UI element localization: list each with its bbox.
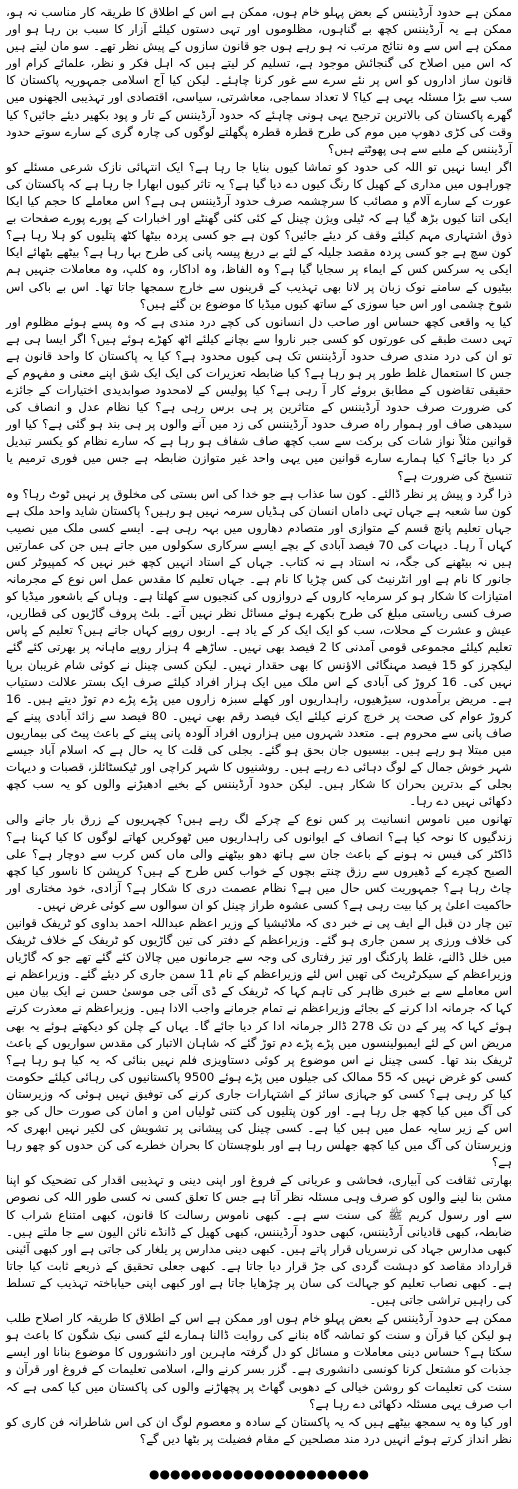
article-paragraph-1: ممکن ہے حدود آرڈیننس کے بعض پہلو خام ہوں، ممکن ہے اس کے اطلاق کا طریقہ کار مناسب نہ ہو، ممکن ہے یہ آرڈیننس کچھ بے گناہوں، مظلوموں اور تہی دستوں کیلئے آزار کا سبب بن رہا ہو اور ممکن ہے اس سے وہ نتائج مرتب نہ ہو رہے ہوں جو قانون سازوں کے پیش نظر تھے۔ سو مان لیتے ہیں کہ اس میں اصلاح کی گنجائش موجود ہے، تسلیم کر لیتے ہیں کہ اہل فکر و نظر، علمائے کرام اور قانون ساز اداروں کو اس پر نئے سرے سے غور کرنا چاہئے۔ لیکن کیا آج اسلامی جمہوریہ پاکستان کا سب سے بڑا مسئلہ یہی ہے کیا؟ لا تعداد سماجی، معاشرتی، سیاسی، اقتصادی اور تہذیبی الجھنوں میں گھرے پاکستان کی بالاترین ترجیح یہی ہونی چاہئے کہ حدود آرڈیننس کے تار و پود بکھیر دیئے جائیں؟ کیا وقت کی کڑی دھوپ میں موم کی طرح قطرہ قطرہ پگھلتے لوگوں کی چارہ گری کے سارے سوتے حدود آرڈیننس کے ملبے سے ہی پھوٹتے ہیں؟ [6, 5, 512, 156]
article-paragraph-9: اور کیا وہ یہ سمجھ بیٹھے ہیں کہ یہ پاکستان کے سادہ و معصوم لوگ ان کی اس شاطرانہ فن کاری کو نظر انداز کرتے ہوئے انہیں درد مند مصلحین کے مقام فضیلت پر بٹھا دیں گے؟ [6, 1414, 512, 1446]
article-paragraph-8: ممکن ہے حدود آرڈیننس کے بعض پہلو خام ہوں اور ممکن ہے اس کے اطلاق کا طریقہ کار اصلاح طلب ہو لیکن کیا قرآن و سنت کو تماشہ گاہ بنانے کی روایت ڈالنا ہمارے لئے کسی نیک شگون کا باعث ہو سکتا ہے؟ حساس دینی معاملات و مسائل کو دل گرفتہ ماہرین اور دانشوروں کا موضوع بنانا اور ایسے جذبات کو مشتعل کرنا کونسی دانشوری ہے۔ گزر بسر کرنے والے، اسلامی تعلیمات کے فروغ اور قرآن و سنت کی تعلیمات کو روشن خیالی کے دھوبی گھاٹ پر پچھاڑنے والوں کی پاکستان میں کیا کمی ہے کہ اب صرف یہی مسئلہ دکھائی دے رہا ہے؟ [6, 1311, 512, 1411]
article-paragraph-3: کیا یہ واقعی کچھ حساس اور صاحب دل انسانوں کی کچے درد مندی ہے کہ وہ پسے ہوئے مظلوم اور تہی دست طبقے کی عورتوں کو کسی جبر ناروا سے بچانے کیلئے اٹھ کھڑے ہوئے ہیں؟ اگر ایسا ہی ہے تو ان کی درد مندی صرف حدود آرڈیننس تک ہی کیوں محدود ہے؟ کیا یہ پاکستان کا واحد قانون ہے جس کا استعمال غلط طور پر ہو رہا ہے؟ کیا ضابطہ تعزیرات کی ایک ایک شق اپنے معنی و مفہوم کے حقیقی تقاضوں کے مطابق بروئے کار آ رہی ہے؟ کیا پولیس کے لامحدود صوابدیدی اختیارات کے جائزے کی ضرورت صرف حدود آرڈیننس کے متاثرین پر ہی برس رہی ہے؟ کیا نظام عدل و انصاف کی سیدھی صاف اور ہموار راہ صرف حدود آرڈیننس کی زد میں آنے والوں پر ہی بند ہو گئی ہے؟ کیا اور قوانین مثلاً نواز شات کی برکت سے سب کچھ صاف شفاف ہو رہا ہے کہ سارے نظام کو یکسر تبدیل کر دیا جائے؟ کیا ہمارے سارے قوانین میں یہی واحد غیر متوازن ضابطہ ہے جس میں فوری ترمیم یا تنسیخ کی ضرورت ہے؟ [6, 314, 512, 483]
article-paragraph-2: اگر ایسا نہیں تو اللہ کی حدود کو تماشا کیوں بنایا جا رہا ہے؟ ایک انتہائی نازک شرعی مسئلے کو چوراہوں میں مداری کے کھیل کا رنگ کیوں دے دیا گیا ہے؟ یہ تاثر کیوں ابھارا جا رہا ہے کہ پاکستان کی عورت کے سارے آلام و مصائب کا سرچشمہ صرف حدود آرڈیننس ہی ہے؟ اس معاملے کا حجم کیا ایکا ایکی اتنا کیوں بڑھ گیا ہے کہ ٹیلی ویژن چینل کے کئی کئی گھنٹے اور اخبارات کے پورے پورے صفحات بے ذوق اشتہاری مہم کیلئے وقف کر دیئے جائیں؟ کون ہے جو کسی پردہ بیٹھا کٹھ پتلیوں کو ہلا رہا ہے؟ کون سچ ہے جو کسی پردہ مقصد جلیلہ کے لئے بے دریغ پیسہ پانی کی طرح بہا رہا ہے؟ بیٹھے بٹھائے ایکا ایکی یہ سرکس کس کے ایماء پر سجایا گیا ہے؟ وہ الفاظ، وہ اداکار، وہ کلپ، وہ معاملات جنہیں ہم بیٹیوں کے سامنے نوک زبان پر لانا بھی تہذیب کے قرینوں سے خارج سمجھا جاتا تھا۔ اس بے باکی اس شوخ چشمی اور اس حیا سوزی کے ساتھ کیوں میڈیا کا موضوع بن گئے ہیں؟ [6, 159, 512, 311]
article-paragraph-6: تین چار دن قبل الے ایف پی نے خبر دی کہ ملائیشیا کے وزیر اعظم عبداللہ احمد بداوی کو ٹریفک قوانین کی خلاف ورزی پر سمن جاری ہو گئے۔ وزیراعظم کے دفتر کی تین گاڑیوں کو ٹریفک کے خلاف ٹریفک میں خلل ڈالنے، غلط پارکنگ اور تیز رفتاری کی وجہ سے جرمانوں میں چالان کئے گئے تھے جو کہ گاڑیاں وزیراعظم کے سیکرٹریٹ کی تھیں اس لئے وزیراعظم کے نام 11 سمن جاری کر دیئے گئے۔ وزیراعظم نے اس معاملے سے بے خبری ظاہر کی تاہم کہا کہ ٹریفک کے ڈی آئی جی موسیٰ حسن نے ایک بیان میں کہا کہ جرمانہ ادا کرنے کے بجائے وزیراعظم نے تمام جرمانے واجب الادا ہیں۔ وزیراعظم نے معذرت کرتے ہوئے کہا کہ پیر کے دن تک 278 ڈالر جرمانہ ادا کر دیا جائے گا۔ یہاں کے چلن کو دیکھتے ہوئے یہ بھی مریض اس کے لئے ایمبولینسوں میں پڑے پڑے دم توڑ گئے کہ شاہان الاتبار کی مقدس سواریوں کے باعث ٹریفک بند تھا۔ کسی چینل نے اس موضوع پر کوئی دستاویزی فلم نہیں بنائی کہ یہ کیا ہو رہا ہے؟ کسی کو غرض نہیں کہ 55 ممالک کی جیلوں میں پڑے ہوئے 9500 پاکستانیوں کی رہائی کیلئے حکومت کیا کر رہی ہے؟ کسی کو جہازی سائز کے اشتہارات جاری کرنے کی توفیق نہیں ہوئی کہ وزیرستان کی آگ میں کیا کچھ جل رہا ہے۔ اور کون پتلیوں کی کتنی ٹولیاں امن و امان کی صورت حال کی جو اس کے زیر سایہ عمل میں ہیں کیا ہے۔ کسی چینل کی پیشانی پر تشویش کی لکیر نہیں ابھری کہ وزیرستان کی آگ میں کیا کچھ جھلس رہا ہے اور بلوچستان کا بحران خطرے کی کن حدوں کو چھو رہا ہے؟ [6, 915, 512, 1170]
end-of-article-dots: ●●●●●●●●●●●●●●●●●●●●● [149, 1467, 369, 1481]
article-paragraph-5: تھانوں میں ناموس انسانیت پر کس نوع کے چرکے لگ رہے ہیں؟ کچہریوں کے زرق بار جانے والی زندگیوں کا نوحہ کیا ہے؟ انصاف کے ایوانوں کی راہداریوں میں ٹھوکریں کھاتے لوگوں کا کیا کہنا ہے؟ ڈاکٹر کی فیس نہ ہونے کے باعث جان سے ہاتھ دھو بیٹھنے والی ماں کس کرب سے دوچار ہے؟ علی الصبح کچرے کے ڈھیروں سے رزق چنتے بچوں کے خواب کس طرح کے ہیں؟ کرپشن کا ناسور کیا کچھ چاٹ رہا ہے؟ جمہوریت کس حال میں ہے؟ نظام عصمت دری کا شکار ہے؟ آزادی، خود مختاری اور حاکمیت اعلیٰ پر کیا بیت رہی ہے؟ کسی عشوہ طراز چینل کو ان سوالوں سے کوئی غرض نہیں۔ [6, 812, 512, 912]
article-paragraph-7: بھارتی ثقافت کی آبیاری، فحاشی و عریانی کے فروغ اور اپنی دینی و تہذیبی اقدار کی تضحیک کو اپنا مشن بنا لینے والوں کو صرف وہی مسئلہ نظر آتا ہے جس کا تعلق کسی نہ کسی طور اللہ کی نصوص سے اور رسول کریم ﷺ کی سنت سے ہے۔ کبھی ناموس رسالت کا قانون، کبھی امتناع شراب کا ضابطہ، کبھی قادیانی آرڈیننس، کبھی حدود آرڈیننس، کبھی کھیل کے ڈانڈے نائن الیون سے جا ملتے ہیں۔ کبھی مدارس جہاد کی نرسریاں قرار پاتے ہیں۔ کبھی دینی مدارس پر یلغار کی جاتی ہے اور کبھی آئینی قرارداد مقاصد کو دہشت گردی کی جڑ قرار دیا جاتا ہے۔ کبھی جعلی تحقیق کے ذریعے ثابت کیا جاتا ہے۔ کبھی نصاب تعلیم کو جہالت کی سان پر چڑھایا جاتا ہے اور کبھی اپنی حیاباختہ تہذیب کے تسلط کی راہیں تراشی جاتی ہیں۔ [6, 1173, 512, 1308]
article-paragraph-4: ذرا گرد و پیش پر نظر ڈالئے۔ کون سا عذاب ہے جو خدا کی اس بستی کی مخلوق پر نہیں ٹوٹ رہا؟ وہ کون سا شعبہ ہے جہاں تہی داماں انسان کی ہڈیاں سرمہ نہیں ہو رہیں؟ پاکستان شاید واحد ملک ہے جہاں تعلیم پانچ قسم کے متوازی اور متصادم دھاروں میں بہہ رہی ہے۔ ایسے کسی ملک میں نصیب کہاں آ رہا۔ دیہات کی 70 فیصد آبادی کے بچے ایسے سرکاری سکولوں میں جاتے ہیں جن کی عمارتیں ہیں نہ بیٹھنے کی جگہ، نہ استاد ہے نہ کتاب۔ جہاں کے استاد انہیں کچھ خبر نہیں کہ کمپیوٹر کس جانور کا نام ہے اور انٹرنیٹ کی کس چڑیا کا نام ہے۔ جہاں تعلیم کا مقدس عمل اس نوع کے مجرمانہ امتیازات کا شکار ہو کر سرمایہ کاروں کے دروازوں کی کنجیوں سے کھلتا ہے۔ وہاں کے باشعور میڈیا کو صرف کسی ریاستی مبلغ کی طرح بکھرے ہوئے مسائل نظر نہیں آتے۔ بلٹ پروف گاڑیوں کی قطاریں، عیش و عشرت کے محلات، سب کو ایک ایک کر کے یاد ہے۔ اربوں روپے کہاں جاتے ہیں؟ تعلیم کے پاس تعلیم کیلئے مجموعی قومی آمدنی کا 2 فیصد بھی نہیں۔ ساڑھے 4 ہزار روپے ماہانہ پر بھرتی کئے گئے لیکچرز کو 15 فیصد مہنگائی الاؤنس کا بھی حقدار نہیں۔ لیکن کسی چینل نے کوئی شام غریبان برپا نہیں کی۔ 16 کروڑ کی آبادی کے اس ملک میں ایک ہزار افراد کیلئے صرف ایک بستر علالت دستیاب ہے۔ مریض برآمدوں، سیڑھیوں، راہداریوں اور کھلے سبزہ زاروں میں پڑے پڑے دم توڑ دیتے ہیں۔ 16 کروڑ عوام کی صحت پر خرچ کرنے کیلئے ایک فیصد رقم بھی نہیں۔ 80 فیصد سے زائد آبادی پینے کے صاف پانی سے محروم ہے۔ متعدد شہروں میں ہزاروں افراد آلودہ پانی پینے کے باعث پیٹ کی بیماریوں میں مبتلا ہو رہے ہیں۔ بیسیوں جان بحق ہو گئے۔ بجلی کی قلت کا یہ حال ہے کہ اسلام آباد جیسے شہر خوش جمال کے لوگ دہائی دے رہے ہیں۔ روشنیوں کا شہر کراچی اور ٹیکسٹائلز، قصبات و دیہات بجلی کے بدترین بحران کا شکار ہیں۔ لیکن حدود آرڈیننس کے بخیے ادھیڑنے والوں کو یہ سب کچھ دکھائی نہیں دے رہا۔ [6, 486, 512, 809]
